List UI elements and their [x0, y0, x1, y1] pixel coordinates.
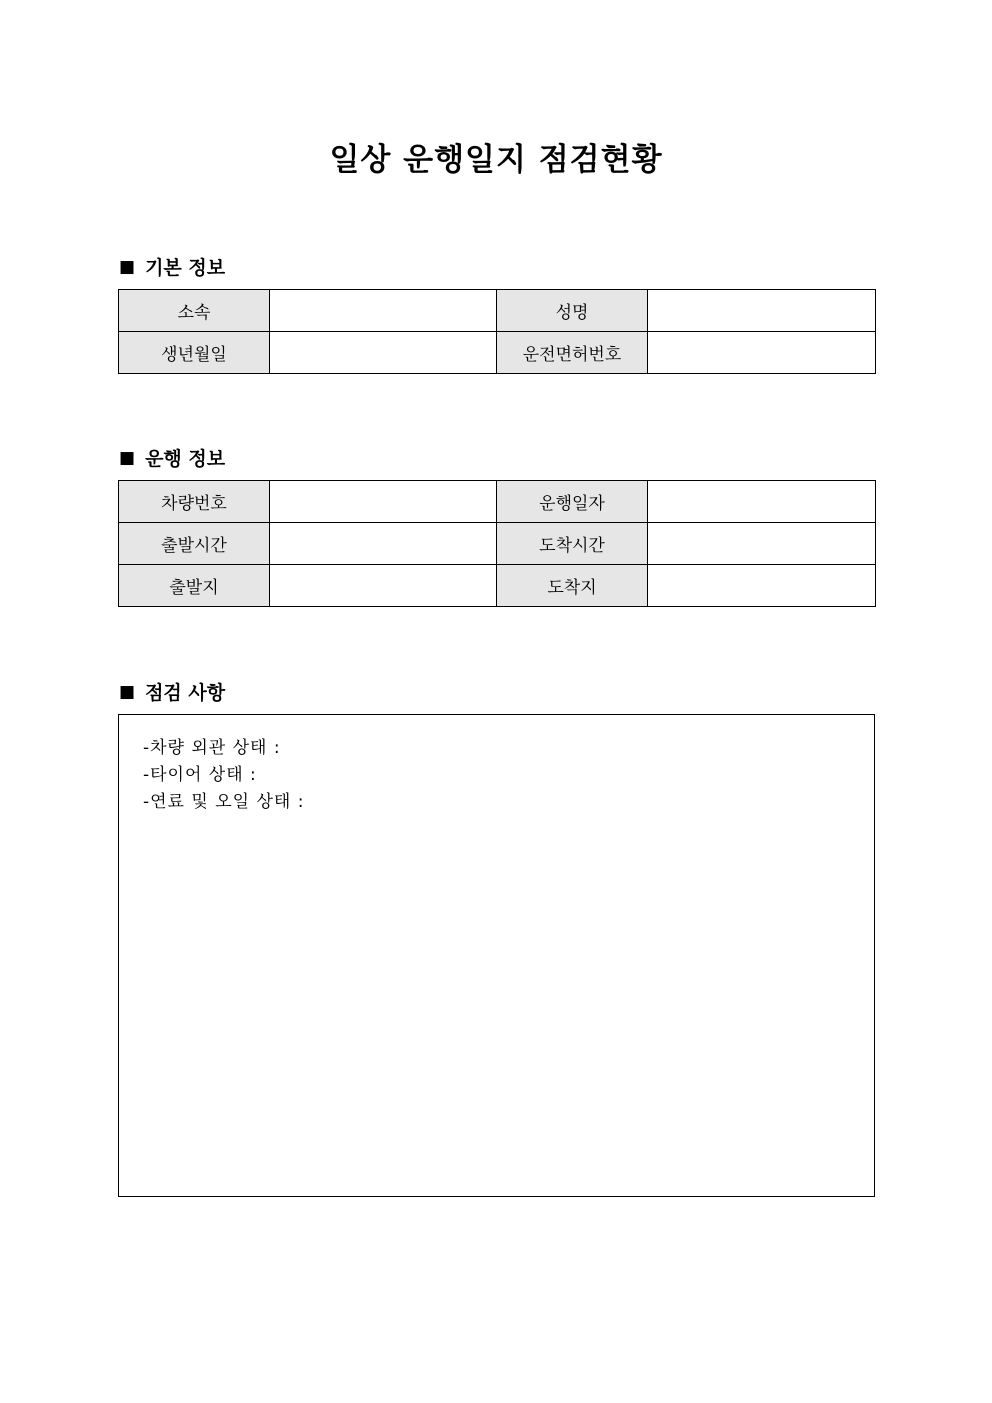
arrival-time-field[interactable] [648, 523, 876, 565]
inspection-notes-box[interactable] [118, 714, 875, 1197]
arrival-place-field[interactable] [648, 565, 876, 607]
table-row [119, 523, 876, 565]
basic-info-heading-text: 기본 정보 [145, 257, 226, 279]
arrival-place-label: 도착지 [497, 565, 648, 607]
arrival-time-label: 도착시간 [497, 523, 648, 565]
vehicle-number-label: 차량번호 [119, 481, 270, 523]
affiliation-label: 소속 [119, 290, 270, 332]
trip-date-label: 운행일자 [497, 481, 648, 523]
basic-info-table [118, 289, 876, 374]
inspection-checklist [119, 715, 874, 816]
square-bullet-icon: ■ [119, 447, 136, 468]
table-row [119, 565, 876, 607]
license-number-label: 운전면허번호 [497, 332, 648, 374]
departure-time-label: 출발시간 [119, 523, 270, 565]
checklist-item-tires: -타이어 상태 : [143, 765, 257, 785]
square-bullet-icon: ■ [119, 681, 136, 702]
inspection-heading-text: 점검 사항 [145, 682, 226, 704]
table-row [119, 290, 876, 332]
table-row [119, 332, 876, 374]
trip-date-field[interactable] [648, 481, 876, 523]
birthdate-label: 생년월일 [119, 332, 270, 374]
departure-time-field[interactable] [270, 523, 497, 565]
document-title: 일상 운행일지 점검현황 [329, 142, 663, 178]
vehicle-number-field[interactable] [270, 481, 497, 523]
trip-info-heading-text: 운행 정보 [145, 448, 226, 470]
checklist-item-fuel-oil: -연료 및 오일 상태 : [143, 792, 305, 812]
checklist-item-exterior: -차량 외관 상태 : [143, 738, 281, 758]
trip-info-table [118, 480, 876, 607]
basic-info-heading [119, 253, 225, 280]
name-label: 성명 [497, 290, 648, 332]
inspection-heading [119, 678, 225, 705]
table-row [119, 481, 876, 523]
departure-place-label: 출발지 [119, 565, 270, 607]
name-field[interactable] [648, 290, 876, 332]
departure-place-field[interactable] [270, 565, 497, 607]
affiliation-field[interactable] [270, 290, 497, 332]
trip-info-heading [119, 444, 225, 471]
license-number-field[interactable] [648, 332, 876, 374]
square-bullet-icon: ■ [119, 256, 136, 277]
birthdate-field[interactable] [270, 332, 497, 374]
